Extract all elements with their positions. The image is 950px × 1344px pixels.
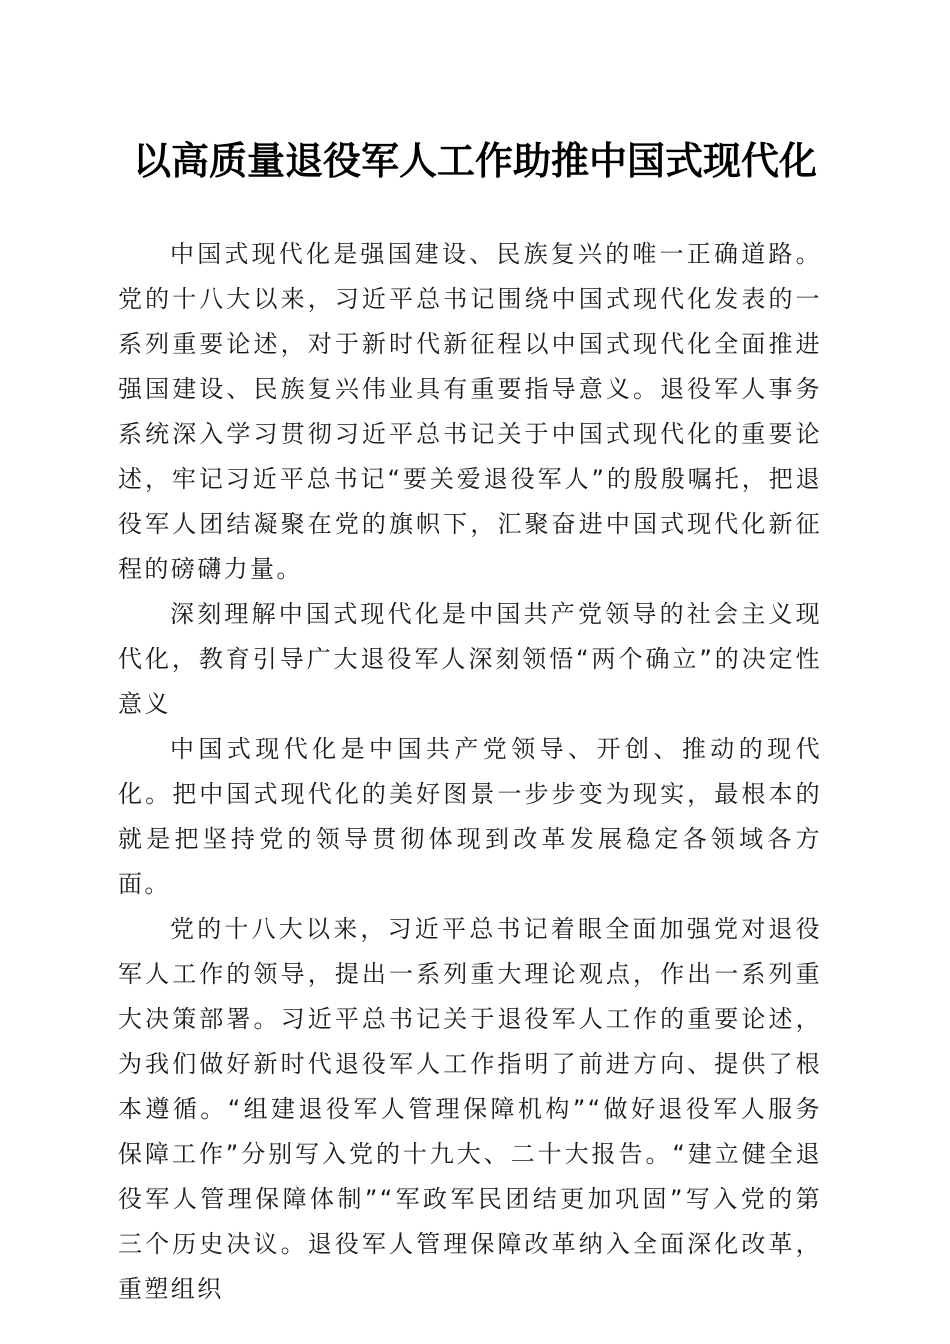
paragraph-4: 党的十八大以来，习近平总书记着眼全面加强党对退役军人工作的领导，提出一系列重大理论观点，作出一系列重大决策部署。习近平总书记关于退役军人工作的重要论述，为我们做好新时代退役军人工作指明了前进方向、提供了根本遵循。“组建退役军人管理保障机构”“做好退役军人服务保障工作”分别写入党的十九大、二十大报告。“建立健全退役军人管理保障体制”“军政军民团结更加巩固”写入党的第三个历史决议。退役军人管理保障改革纳入全面深化改革，重塑组织 — [118, 915, 822, 1303]
paragraph-3: 中国式现代化是中国共产党领导、开创、推动的现代化。把中国式现代化的美好图景一步步变为现实，最根本的就是把坚持党的领导贯彻体现到改革发展稳定各领域各方面。 — [118, 735, 822, 898]
document-title: 以高质量退役军人工作助推中国式现代化 — [132, 138, 817, 183]
paragraph-1: 中国式现代化是强国建设、民族复兴的唯一正确道路。党的十八大以来，习近平总书记围绕中国式现代化发表的一系列重要论述，对于新时代新征程以中国式现代化全面推进强国建设、民族复兴伟业具有重要指导意义。退役军人事务系统深入学习贯彻习近平总书记关于中国式现代化的重要论述，牢记习近平总书记“要关爱退役军人”的殷殷嘱托，把退役军人团结凝聚在党的旗帜下，汇聚奋进中国式现代化新征程的磅礴力量。 — [118, 240, 822, 583]
document-body — [118, 232, 822, 1312]
paragraph-2-heading: 深刻理解中国式现代化是中国共产党领导的社会主义现代化，教育引导广大退役军人深刻领悟“两个确立”的决定性意义 — [118, 600, 822, 718]
